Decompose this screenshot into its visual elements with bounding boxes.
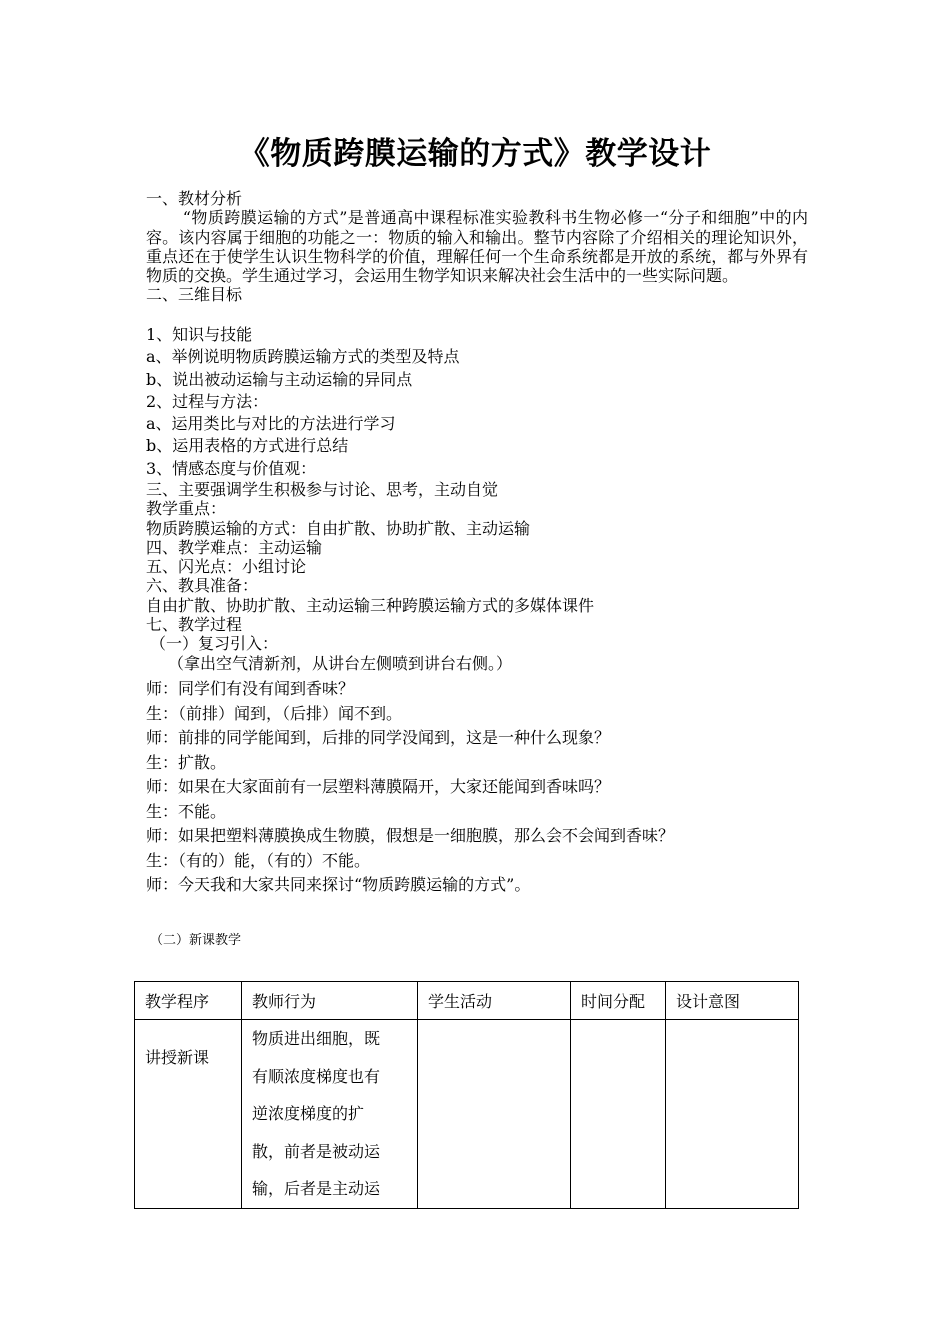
outline-line: 五、闪光点：小组讨论	[146, 557, 307, 577]
outline-line: 七、教学过程	[146, 615, 243, 635]
outline-line: （拿出空气清新剂，从讲台左侧喷到讲台右侧。）	[168, 653, 513, 673]
goal-line: a、运用类比与对比的方法进行学习	[146, 414, 396, 434]
document-title: 《物质跨膜运输的方式》教学设计	[238, 136, 712, 172]
outline-line: 教学重点：	[146, 499, 227, 519]
outline-line: 三、主要强调学生积极参与讨论、思考，主动自觉	[146, 480, 499, 499]
student-activity-cell	[418, 1020, 571, 1209]
header-cell: 学生活动	[418, 982, 571, 1020]
goal-line: b、运用表格的方式进行总结	[146, 436, 349, 456]
cell-line: 物质进出细胞，既	[252, 1029, 381, 1048]
header-cell: 教学程序	[135, 982, 242, 1020]
outline-line: 四、教学难点：主动运输	[146, 537, 323, 557]
outline-line: 六、教具准备：	[146, 576, 259, 596]
dialogue-line: 师：如果把塑料薄膜换成生物膜，假想是一细胞膜，那么会不会闻到香味？	[146, 826, 675, 845]
outline-line: 物质跨膜运输的方式：自由扩散、协助扩散、主动运输	[146, 518, 531, 538]
goal-line: 1、知识与技能	[146, 325, 253, 344]
cell-line: 逆浓度梯度的扩	[252, 1104, 365, 1123]
dialogue-line: 生：扩散。	[146, 752, 227, 772]
lesson-outline	[146, 480, 808, 673]
header-cell: 教师行为	[242, 982, 418, 1020]
header-cell: 设计意图	[666, 982, 799, 1020]
cell-line: 输，后者是主动运	[252, 1179, 381, 1198]
section-heading: 一、教材分析	[146, 189, 243, 208]
section-teaching-material-analysis	[146, 189, 808, 305]
cell-line: 有顺浓度梯度也有	[252, 1066, 381, 1086]
outline-line: 自由扩散、协助扩散、主动运输三种跨膜运输方式的多媒体课件	[146, 595, 595, 615]
three-dimensional-goals	[146, 324, 808, 480]
goal-line: 2、过程与方法：	[146, 391, 269, 411]
review-dialogue	[146, 677, 808, 898]
dialogue-line: 生：不能。	[146, 801, 227, 821]
section-heading: 二、三维目标	[146, 285, 243, 305]
stage-cell: 讲授新课	[135, 1020, 242, 1209]
lesson-plan-table	[134, 981, 799, 1209]
dialogue-line: 师：同学们有没有闻到香味？	[146, 679, 355, 698]
intro-paragraph: “物质跨膜运输的方式”是普通高中课程标准实验教科书生物必修一“分子和细胞”中的内容。该内容属于细胞的功能之一：物质的输入和输出。整节内容除了介绍相关的理论知识外，重点还在于使学生认识生物科学的价值，理解任何一个生命系统都是开放的系统，都与外界有物质的交换。学生通过学习，会运用生物学知识来解决社会生活中的一些实际问题。	[146, 208, 808, 286]
table-header-row	[135, 982, 799, 1020]
dialogue-line: 生：（有的）能，（有的）不能。	[146, 850, 371, 870]
goal-line: b、说出被动运输与主动运输的异同点	[146, 369, 413, 389]
dialogue-line: 师：前排的同学能闻到，后排的同学没闻到，这是一种什么现象？	[146, 728, 611, 747]
outline-line: （一）复习引入：	[150, 634, 279, 654]
dialogue-line: 生：（前排）闻到，（后排）闻不到。	[146, 703, 403, 723]
teacher-behavior-cell	[242, 1020, 418, 1209]
design-intent-cell	[666, 1020, 799, 1209]
new-lesson-heading: （二）新课教学	[150, 933, 242, 948]
header-cell: 时间分配	[571, 982, 666, 1020]
dialogue-line: 师：如果在大家面前有一层塑料薄膜隔开，大家还能闻到香味吗？	[146, 777, 611, 796]
goal-line: a、举例说明物质跨膜运输方式的类型及特点	[146, 347, 460, 367]
dialogue-line: 师：今天我和大家共同来探讨“物质跨膜运输的方式”。	[146, 875, 531, 894]
time-allocation-cell	[571, 1020, 666, 1209]
table-row	[135, 1020, 799, 1209]
goal-line: 3、情感态度与价值观：	[146, 458, 317, 478]
cell-line: 散，前者是被动运	[252, 1141, 381, 1161]
